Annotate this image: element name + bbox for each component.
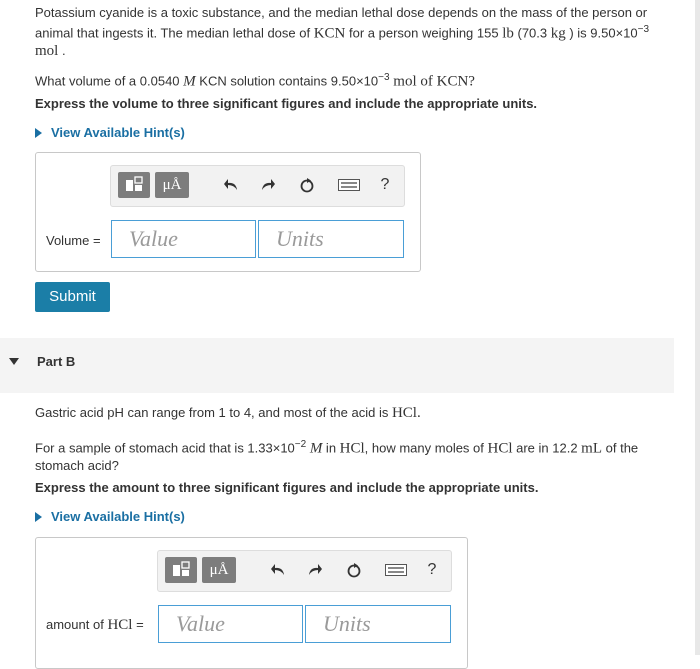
- volume-value-input[interactable]: Value: [111, 220, 256, 258]
- reset-icon[interactable]: [342, 557, 366, 583]
- keyboard-icon[interactable]: [335, 172, 363, 198]
- templates-button[interactable]: [118, 172, 150, 198]
- part-b-hint-link[interactable]: View Available Hint(s): [35, 509, 185, 524]
- part-a-instruction: Express the volume to three significant figures and include the appropriate units.: [35, 96, 538, 111]
- units-button[interactable]: μÅ: [155, 172, 189, 198]
- templates-icon: [118, 172, 150, 198]
- help-icon[interactable]: ?: [427, 561, 437, 578]
- volume-units-input[interactable]: Units: [258, 220, 404, 258]
- part-b-toolbar: [157, 550, 452, 592]
- units-button[interactable]: μÅ: [202, 557, 236, 583]
- caret-right-icon: [35, 128, 42, 138]
- undo-icon[interactable]: [219, 172, 243, 198]
- undo-icon[interactable]: [266, 557, 290, 583]
- amount-value-input[interactable]: Value: [158, 605, 303, 643]
- templates-button[interactable]: [165, 557, 197, 583]
- part-b-header[interactable]: [0, 338, 674, 393]
- volume-label: Volume =: [46, 233, 101, 248]
- keyboard-icon[interactable]: [382, 557, 410, 583]
- amount-units-input[interactable]: Units: [305, 605, 451, 643]
- part-a-intro: Potassium cyanide is a toxic substance, and the median lethal dose depends on the mass of the person or animal that ingests it. The median lethal dose of KCN for a person weighing 155 lb (70.3 kg ) is $9.50\times 10^{-3}$ mol .: [35, 5, 650, 60]
- part-a-hint-link[interactable]: View Available Hint(s): [35, 125, 185, 140]
- part-b-answer-box: [35, 537, 468, 669]
- part-b-intro: Gastric acid pH can range from 1 to 4, and most of the acid is HCl.: [35, 405, 421, 421]
- part-a-answer-box: [35, 152, 421, 272]
- redo-icon[interactable]: [303, 557, 327, 583]
- templates-icon: [165, 557, 197, 583]
- help-icon[interactable]: ?: [380, 176, 390, 193]
- caret-right-icon: [35, 512, 42, 522]
- part-a-question: What volume of a 0.0540 M KCN solution contains $9.50\times 10^{-3}$ mol of KCN?: [35, 72, 475, 90]
- scrollbar[interactable]: [695, 0, 700, 655]
- part-b-question: For a sample of stomach acid that is $1.33\times 10^{-2}$ M in HCl, how many moles of HCl are in 12.2 mL of the stomach acid?: [35, 439, 639, 474]
- part-b-title: Part B: [37, 354, 76, 369]
- reset-icon[interactable]: [295, 172, 319, 198]
- caret-down-icon: [9, 358, 19, 365]
- redo-icon[interactable]: [256, 172, 280, 198]
- submit-button[interactable]: Submit: [35, 282, 110, 312]
- part-b-instruction: Express the amount to three significant figures and include the appropriate units.: [35, 480, 539, 495]
- part-a-toolbar: [110, 165, 405, 207]
- amount-label: amount of HCl =: [46, 617, 144, 633]
